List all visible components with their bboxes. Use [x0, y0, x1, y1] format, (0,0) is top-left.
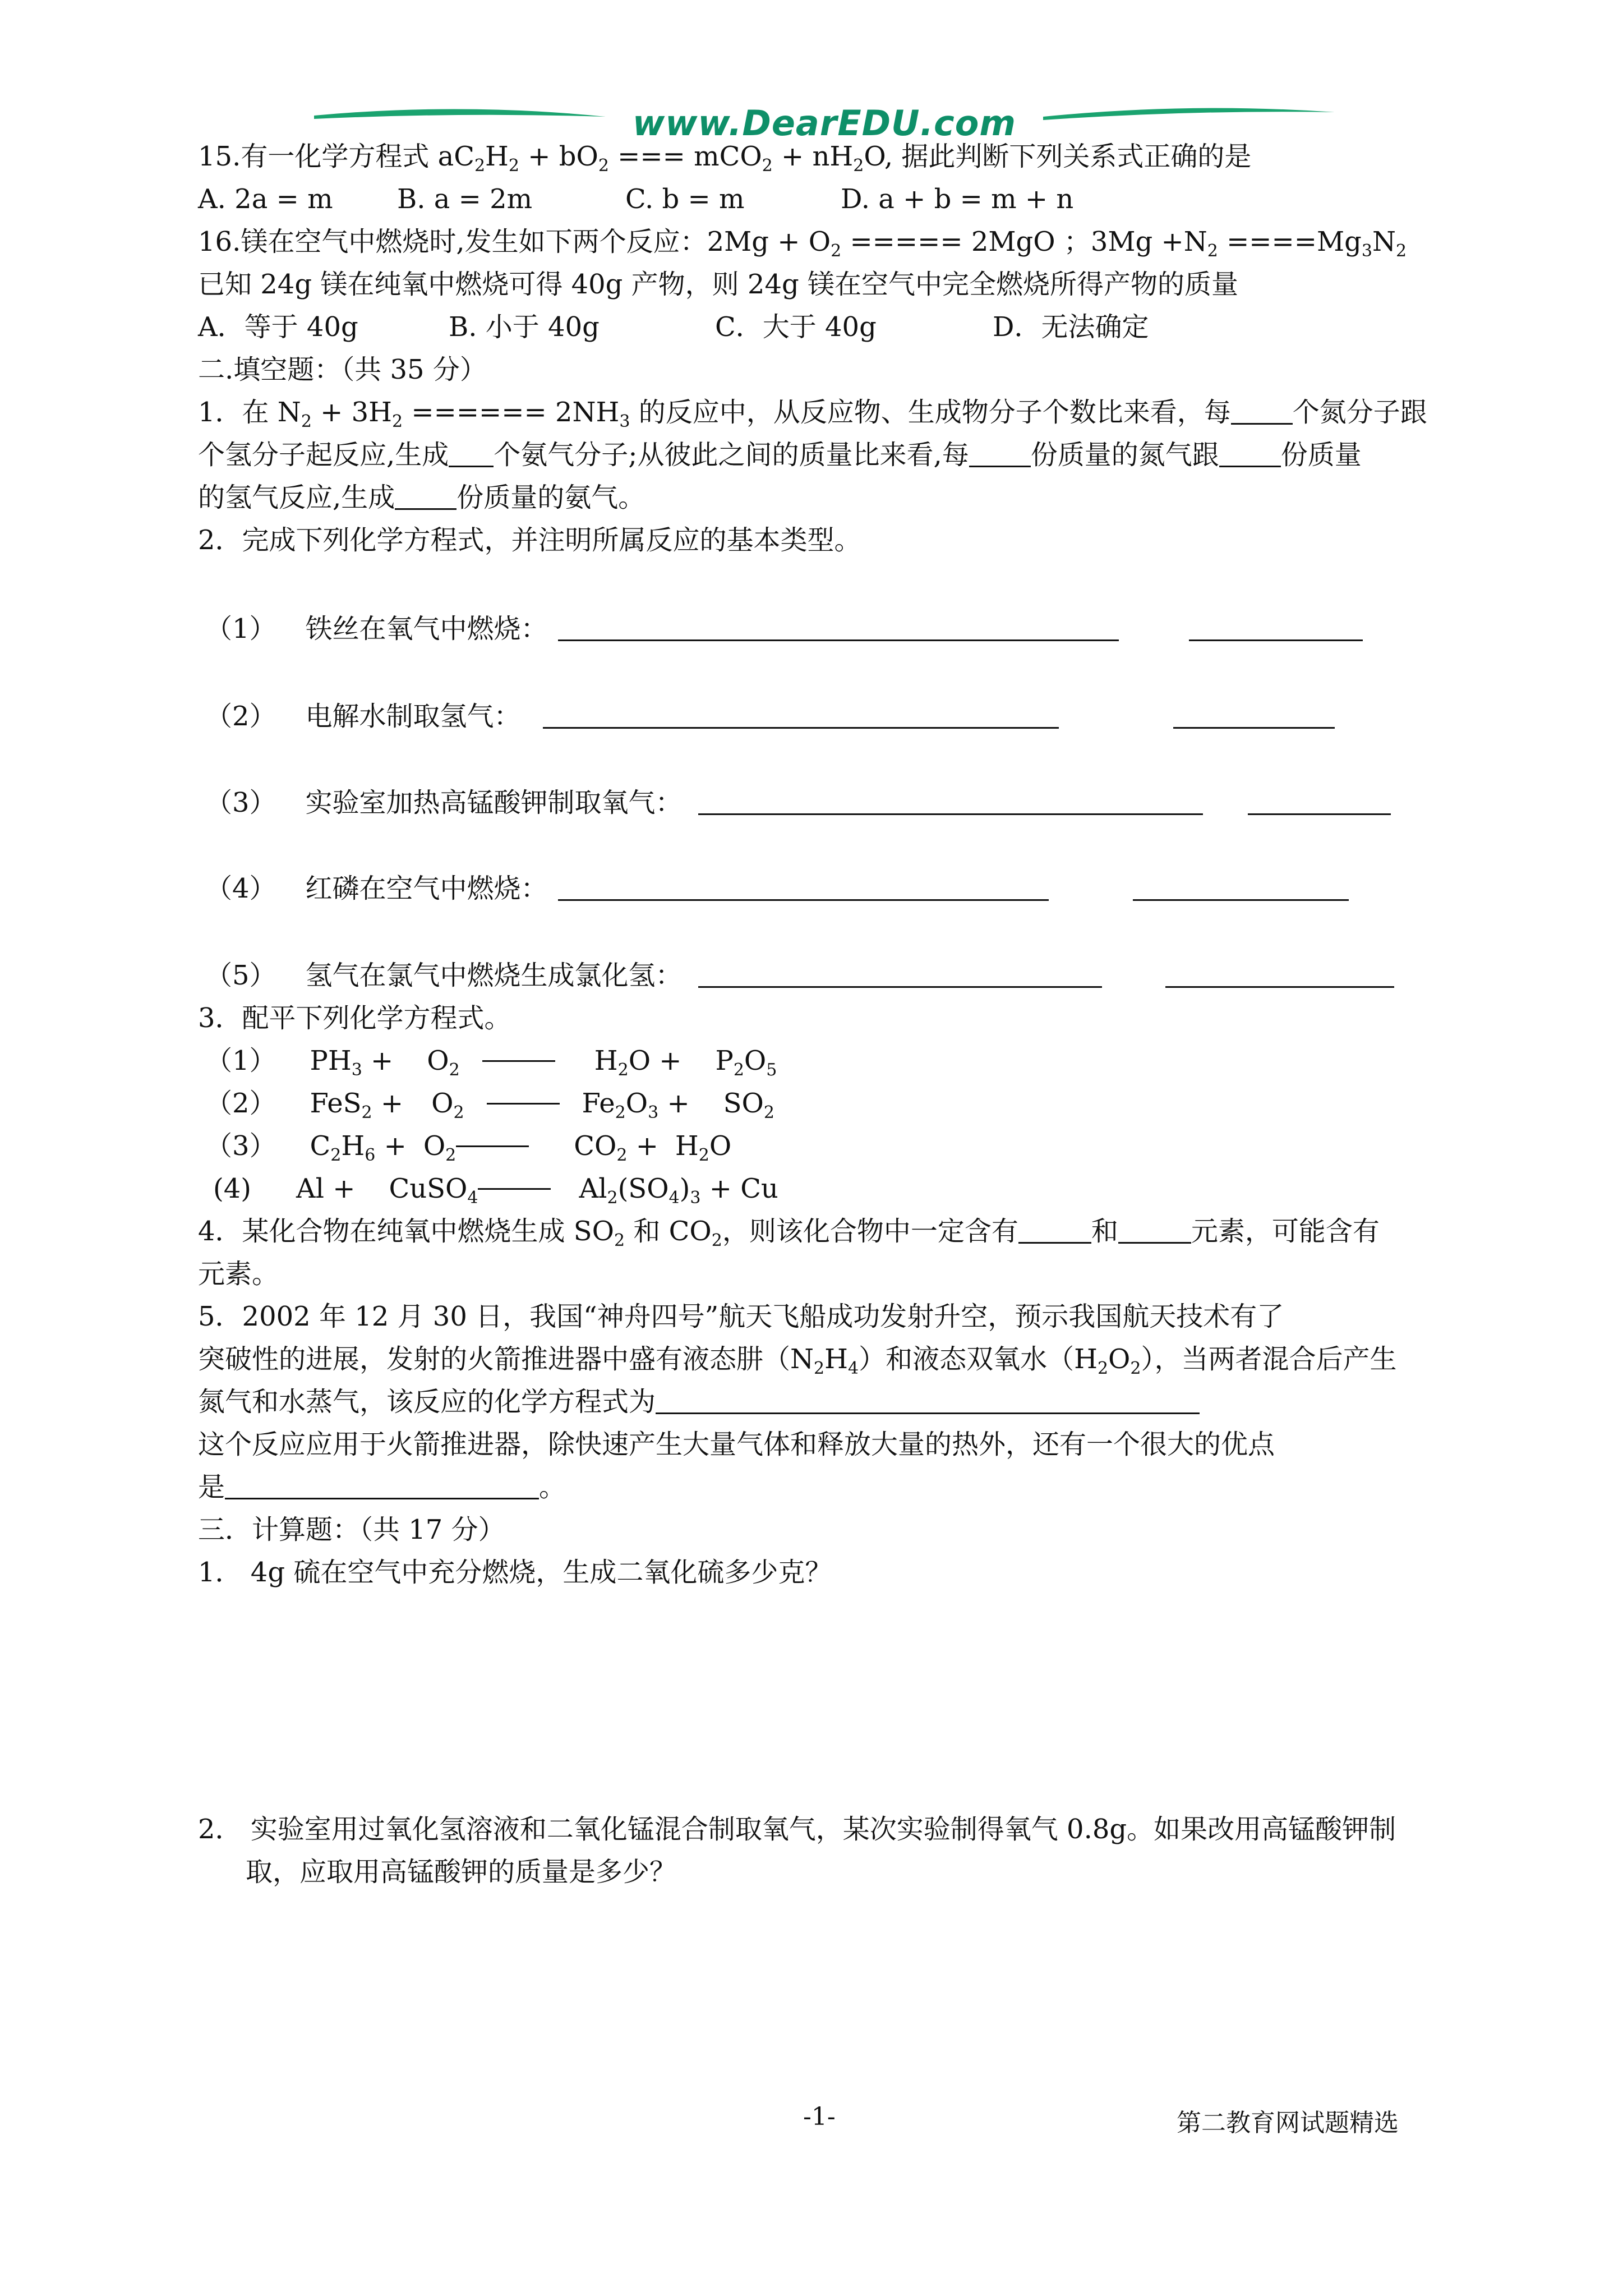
fill2-item-1-equation-blank[interactable] [558, 614, 1119, 641]
calc2-line1: 2． 实验室用过氧化氢溶液和二氧化锰混合制取氧气，某次实验制得氧气 0.8g。如果改用高锰酸钾制 [198, 1814, 1396, 1845]
page-number: -1- [803, 2102, 836, 2131]
fill5-line2: 突破性的进展，发射的火箭推进器中盛有液态肼$(N_2H_4)$和液态双氧水$(H_2O_2)$，当两者混合后产生 [198, 1343, 1397, 1378]
fill1-blank-4[interactable] [1219, 440, 1281, 467]
fill2-item-2-equation-blank[interactable] [543, 701, 1059, 729]
fill2-item-4: （4） 红磷在空气中燃烧： [205, 873, 548, 904]
fill1-blank-2[interactable] [449, 440, 494, 467]
fill2-item-1-type-blank[interactable] [1189, 614, 1363, 641]
reaction-line [487, 1103, 560, 1105]
fill5-line1: 5．2002 年 12 月 30 日，我国“神舟四号”航天飞船成功发射升空，预示我国航天技术有了 [198, 1301, 1284, 1332]
section3-title: 三．计算题：（共 17 分） [198, 1514, 505, 1545]
fill5-line3: 氮气和水蒸气，该反应的化学方程式为 [198, 1384, 1200, 1419]
fill5-equation-blank[interactable] [656, 1387, 1200, 1414]
q15-option-a: A. 2a = m [198, 183, 333, 215]
q15-stem: 15.有一化学方程式 $aC_2H_2 + bO_2$ === $mCO_2 + nH_2O$, 据此判断下列关系式正确的是 [198, 141, 1252, 176]
fill5-line5: 是 。 [198, 1471, 566, 1503]
reaction-line [482, 1060, 555, 1062]
fill2-item-4-equation-blank[interactable] [558, 873, 1049, 901]
q15-option-b: B. a = 2m [397, 183, 533, 215]
fill5-advantage-blank[interactable] [225, 1472, 539, 1499]
fill2-item-2: （2） 电解水制取氢气： [205, 701, 521, 732]
fill3-equation-1: （1） $PH_3 + O_2$ $H_2O + P_2O_5$ [205, 1045, 777, 1080]
fill4-blank-2[interactable] [1118, 1216, 1191, 1244]
fill2-item-3-type-blank[interactable] [1248, 788, 1391, 815]
fill3-equation-2: （2） $FeS_2 + O_2$ $Fe_2O_3 + SO_2$ [205, 1088, 774, 1122]
fill4-blank-1[interactable] [1018, 1216, 1091, 1244]
fill5-line4: 这个反应应用于火箭推进器，除快速产生大量气体和释放大量的热外，还有一个很大的优点 [198, 1429, 1275, 1460]
fill2-item-5: （5） 氢气在氯气中燃烧生成氯化氢： [205, 960, 683, 991]
fill1-line3: 的氢气反应,生成 份质量的氨气。 [198, 482, 645, 513]
fill3-title: 3．配平下列化学方程式。 [198, 1002, 511, 1034]
q16-option-c: C．大于 40g [715, 311, 877, 343]
q16-option-b: B. 小于 40g [449, 311, 600, 343]
fill2-item-5-type-blank[interactable] [1165, 960, 1394, 988]
fill2-item-1: （1） 铁丝在氧气中燃烧： [205, 613, 548, 645]
q16-line1: 16.镁在空气中燃烧时,发生如下两个反应：$2Mg + O_2$ ===== 2MgO ；$3Mg +N_2 ====Mg_3N_2$ [198, 226, 1407, 261]
fill1-blank-1[interactable] [1231, 397, 1293, 425]
fill3-equation-3: （3） $C_2H_6 + O_2$ $CO_2 + H_2O$ [205, 1130, 732, 1165]
fill4-line2: 元素。 [198, 1258, 279, 1290]
footer-brand: 第二教育网试题精选 [1177, 2109, 1399, 2137]
q16-option-d: D．无法确定 [993, 311, 1149, 343]
reaction-line [456, 1145, 529, 1147]
q16-line2: 已知 24g 镁在纯氧中燃烧可得 40g 产物，则 24g 镁在空气中完全燃烧所得产物的质量 [198, 269, 1238, 300]
site-brand-logo[interactable]: www.DearEDU.com [632, 103, 1016, 144]
fill2-item-3: （3） 实验室加热高锰酸钾制取氧气： [205, 787, 683, 818]
fill1-line1: 1．在 $N_2 + 3H_2$ ====== $2NH_3$ 的反应中，从反应物、生成物分子个数比来看，每 个氮分子跟 [198, 397, 1427, 431]
fill1-line2: 个氢分子起反应,生成 个氨气分子;从彼此之间的质量比来看,每 份质量的氮气跟 份质量 [198, 439, 1362, 471]
fill2-item-4-type-blank[interactable] [1133, 873, 1349, 901]
calc2-line2: 取，应取用高锰酸钾的质量是多少？ [246, 1856, 677, 1888]
fill3-equation-4: (4) Al + CuSO$_4$ $Al_2(SO_4)_3 + Cu$ [213, 1173, 778, 1208]
section2-title: 二.填空题：（共 35 分） [198, 354, 487, 385]
fill1-blank-5[interactable] [395, 482, 457, 510]
fill2-title: 2．完成下列化学方程式，并注明所属反应的基本类型。 [198, 524, 861, 556]
fill2-item-2-type-blank[interactable] [1173, 701, 1335, 729]
fill2-item-3-equation-blank[interactable] [698, 788, 1203, 815]
fill2-item-5-equation-blank[interactable] [698, 960, 1102, 988]
q15-option-c: C. b = m [625, 183, 745, 215]
q16-option-a: A．等于 40g [198, 311, 358, 343]
reaction-line [478, 1188, 551, 1190]
fill1-blank-3[interactable] [969, 440, 1031, 467]
calc1-question: 1． 4g 硫在空气中充分燃烧，生成二氧化硫多少克？ [198, 1557, 832, 1588]
fill4-line1: 4．某化合物在纯氧中燃烧生成 $SO_2$ 和 $CO_2$，则该化合物中一定含有 和 元素，可能含有 [198, 1216, 1380, 1250]
q15-option-d: D. a + b = m + n [841, 183, 1074, 215]
